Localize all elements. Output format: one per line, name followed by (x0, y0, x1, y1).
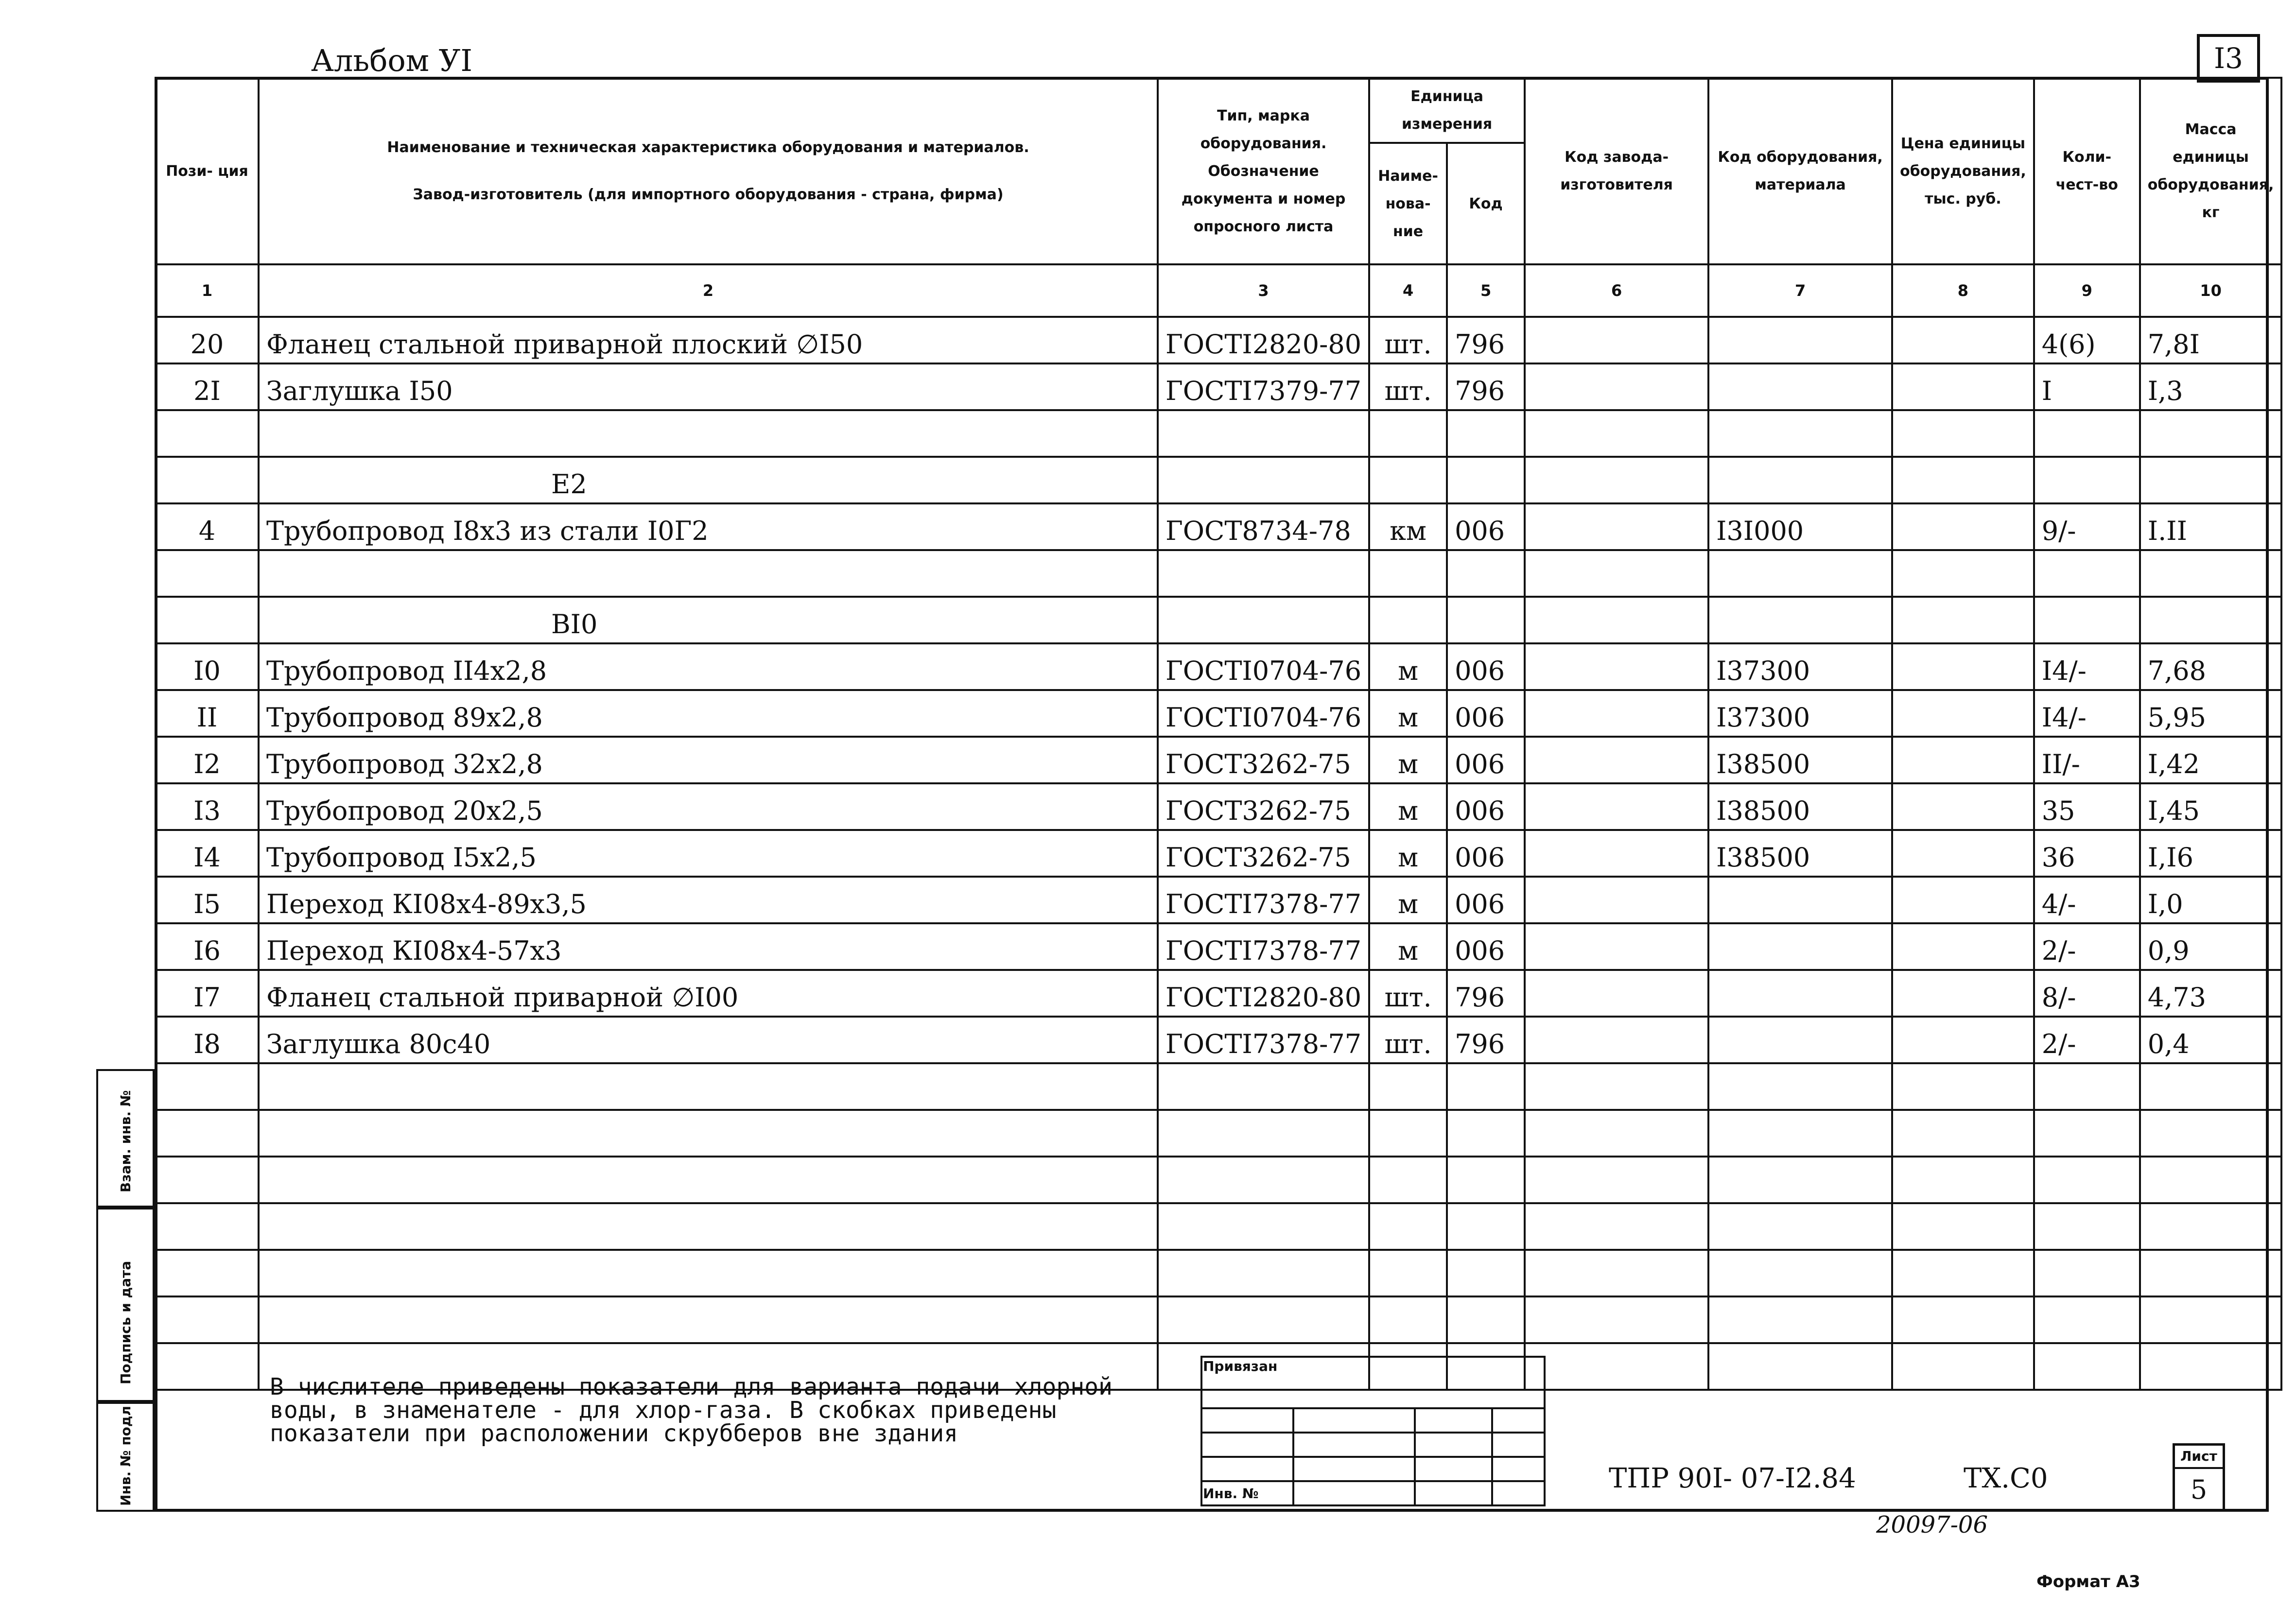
cell-name: Трубопровод I8x3 из стали I0Г2 (259, 503, 1158, 550)
cell-qty (2034, 1203, 2140, 1250)
cell-plant (1525, 410, 1708, 457)
cell-mass: I,42 (2140, 737, 2282, 783)
table-row (156, 970, 2281, 1017)
cell-pos: 4 (156, 503, 259, 550)
cell-doc: ГОСТI0704-76 (1158, 643, 1369, 690)
cell-mat: I38500 (1708, 737, 1892, 783)
cell-qty: 2/- (2034, 1017, 2140, 1063)
cell-unit (1369, 1110, 1447, 1157)
cell-doc: ГОСТI7378-77 (1158, 923, 1369, 970)
cell-doc (1158, 457, 1369, 503)
cell-price (1892, 363, 2034, 410)
cell-mass: I,0 (2140, 877, 2282, 923)
cell-mat: I37300 (1708, 643, 1892, 690)
cell-unit: м (1369, 877, 1447, 923)
cell-mat (1708, 597, 1892, 643)
cell-unit (1369, 1250, 1447, 1296)
col-header-unit-name: Наиме-нова-ние (1369, 143, 1447, 264)
cell-mat (1708, 1250, 1892, 1296)
cell-mat (1708, 1296, 1892, 1343)
cell-mass (2140, 1063, 2282, 1110)
table-row (156, 1110, 2281, 1157)
cell-plant (1525, 550, 1708, 597)
table-row (156, 783, 2281, 830)
cell-name: Фланец стальной приварной плоский ∅I50 (259, 317, 1158, 363)
cell-qty: 8/- (2034, 970, 2140, 1017)
column-number-row: 1 2 3 4 5 6 7 8 9 10 (156, 264, 2281, 317)
cell-name: Переход КI08x4-57x3 (259, 923, 1158, 970)
table-row (156, 643, 2281, 690)
cell-price (1892, 970, 2034, 1017)
cell-price (1892, 1296, 2034, 1343)
sheet-box (2173, 1443, 2225, 1511)
cell-plant (1525, 1296, 1708, 1343)
cell-qty (2034, 1157, 2140, 1203)
cell-mass (2140, 1296, 2282, 1343)
cell-unit (1369, 410, 1447, 457)
cell-plant (1525, 643, 1708, 690)
cell-pos (156, 1063, 259, 1110)
cell-plant (1525, 923, 1708, 970)
cell-doc: ГОСТI7378-77 (1158, 877, 1369, 923)
cell-name: Трубопровод I5x2,5 (259, 830, 1158, 877)
cell-plant (1525, 970, 1708, 1017)
sheet-label: Лист (2175, 1446, 2223, 1469)
table-row (156, 737, 2281, 783)
table-row (156, 503, 2281, 550)
cell-pos (156, 550, 259, 597)
cell-qty (2034, 550, 2140, 597)
cell-plant (1525, 1063, 1708, 1110)
table-row (156, 1017, 2281, 1063)
cell-qty: II/- (2034, 737, 2140, 783)
cell-code: 006 (1447, 830, 1525, 877)
cell-pos (156, 1203, 259, 1250)
cell-mat (1708, 923, 1892, 970)
cell-plant (1525, 1110, 1708, 1157)
cell-plant (1525, 737, 1708, 783)
cell-mass: I,3 (2140, 363, 2282, 410)
col-header-type: Тип, марка оборудования. Обозначение документа и номер опросного листа (1158, 78, 1369, 264)
stamp-bound-label: Привязан (1201, 1357, 1545, 1408)
cell-code: 006 (1447, 643, 1525, 690)
cell-qty: 35 (2034, 783, 2140, 830)
cell-unit: м (1369, 923, 1447, 970)
cell-pos: I2 (156, 737, 259, 783)
cell-unit: шт. (1369, 1017, 1447, 1063)
cell-qty: 4/- (2034, 877, 2140, 923)
cell-mass (2140, 1110, 2282, 1157)
cell-plant (1525, 1157, 1708, 1203)
cell-mat (1708, 1343, 1892, 1390)
cell-code (1447, 1203, 1525, 1250)
cell-doc: ГОСТ3262-75 (1158, 830, 1369, 877)
cell-name (259, 1157, 1158, 1203)
table-row (156, 1296, 2281, 1343)
col-header-price: Цена единицы оборудования, тыс. руб. (1892, 78, 2034, 264)
side-stamp-inv-orig: Инв. № подл (96, 1402, 155, 1512)
table-row (156, 550, 2281, 597)
cell-code (1447, 597, 1525, 643)
cell-mass: 7,68 (2140, 643, 2282, 690)
cell-unit: км (1369, 503, 1447, 550)
cell-qty (2034, 1250, 2140, 1296)
cell-pos: I8 (156, 1017, 259, 1063)
cell-unit (1369, 550, 1447, 597)
album-label: Альбом УI (311, 43, 472, 78)
cell-mass (2140, 410, 2282, 457)
col-header-quantity: Коли-чест-во (2034, 78, 2140, 264)
cell-mass: I,45 (2140, 783, 2282, 830)
cell-doc: ГОСТI7378-77 (1158, 1017, 1369, 1063)
cell-unit: м (1369, 643, 1447, 690)
cell-code: 796 (1447, 970, 1525, 1017)
cell-code (1447, 1157, 1525, 1203)
cell-pos: I5 (156, 877, 259, 923)
cell-unit (1369, 1157, 1447, 1203)
cell-price (1892, 877, 2034, 923)
cell-price (1892, 1157, 2034, 1203)
cell-mat (1708, 457, 1892, 503)
cell-qty: 9/- (2034, 503, 2140, 550)
cell-mass: 0,9 (2140, 923, 2282, 970)
cell-pos: I7 (156, 970, 259, 1017)
cell-pos (156, 597, 259, 643)
cell-price (1892, 503, 2034, 550)
cell-mat (1708, 970, 1892, 1017)
cell-unit: м (1369, 737, 1447, 783)
cell-qty (2034, 597, 2140, 643)
cell-price (1892, 1343, 2034, 1390)
cell-doc (1158, 1110, 1369, 1157)
cell-doc: ГОСТ8734-78 (1158, 503, 1369, 550)
cell-name (259, 1296, 1158, 1343)
cell-code (1447, 1296, 1525, 1343)
side-stamp-inv-repl: Взам. инв. № (96, 1069, 155, 1208)
cell-name: Трубопровод 20x2,5 (259, 783, 1158, 830)
cell-name (259, 1250, 1158, 1296)
cell-pos (156, 457, 259, 503)
table-row (156, 1157, 2281, 1203)
cell-code: 006 (1447, 877, 1525, 923)
table-row (156, 597, 2281, 643)
cell-qty: I4/- (2034, 643, 2140, 690)
cell-doc: ГОСТI7379-77 (1158, 363, 1369, 410)
cell-name: Трубопровод II4x2,8 (259, 643, 1158, 690)
cell-doc (1158, 550, 1369, 597)
cell-doc: ГОСТ3262-75 (1158, 783, 1369, 830)
cell-doc: ГОСТI2820-80 (1158, 317, 1369, 363)
cell-mat: I37300 (1708, 690, 1892, 737)
cell-unit (1369, 1203, 1447, 1250)
cell-pos: I0 (156, 643, 259, 690)
cell-code (1447, 457, 1525, 503)
table-row (156, 690, 2281, 737)
stamp-inv-label: Инв. № (1201, 1481, 1293, 1505)
cell-doc (1158, 410, 1369, 457)
col-header-unit-code: Код (1447, 143, 1525, 264)
cell-mass: 7,8I (2140, 317, 2282, 363)
cell-doc (1158, 1250, 1369, 1296)
table-row (156, 1063, 2281, 1110)
cell-mat (1708, 317, 1892, 363)
document-reference: ТПР 90I- 07-I2.84 (1609, 1463, 1856, 1494)
table-row (156, 877, 2281, 923)
cell-mass: 4,73 (2140, 970, 2282, 1017)
specification-table (155, 77, 2282, 1391)
cell-plant (1525, 1250, 1708, 1296)
cell-mass (2140, 550, 2282, 597)
cell-code (1447, 1063, 1525, 1110)
sheet-number: 5 (2190, 1474, 2208, 1505)
table-row (156, 317, 2281, 363)
cell-qty (2034, 1063, 2140, 1110)
cell-price (1892, 550, 2034, 597)
cell-mass: 0,4 (2140, 1017, 2282, 1063)
cell-unit: м (1369, 690, 1447, 737)
table-row (156, 410, 2281, 457)
cell-price (1892, 783, 2034, 830)
cell-pos (156, 1157, 259, 1203)
table-row (156, 1203, 2281, 1250)
cell-qty (2034, 1110, 2140, 1157)
table-row (156, 1250, 2281, 1296)
cell-unit: м (1369, 783, 1447, 830)
col-header-position: Пози- ция (156, 78, 259, 264)
cell-mass (2140, 1157, 2282, 1203)
cell-code: 796 (1447, 317, 1525, 363)
cell-plant (1525, 783, 1708, 830)
cell-mat: I38500 (1708, 830, 1892, 877)
cell-name: Заглушка 80с40 (259, 1017, 1158, 1063)
cell-price (1892, 1110, 2034, 1157)
cell-price (1892, 1250, 2034, 1296)
table-row (156, 363, 2281, 410)
cell-unit (1369, 457, 1447, 503)
cell-plant (1525, 877, 1708, 923)
table-row (156, 457, 2281, 503)
cell-plant (1525, 317, 1708, 363)
cell-qty (2034, 1296, 2140, 1343)
cell-code: 006 (1447, 503, 1525, 550)
cell-name (259, 1063, 1158, 1110)
cell-pos (156, 1250, 259, 1296)
cell-price (1892, 830, 2034, 877)
cell-name (259, 1110, 1158, 1157)
cell-price (1892, 690, 2034, 737)
cell-qty: I (2034, 363, 2140, 410)
cell-name: Трубопровод 32x2,8 (259, 737, 1158, 783)
cell-mat (1708, 1203, 1892, 1250)
cell-doc (1158, 1203, 1369, 1250)
col-header-mass: Масса единицы оборудования, кг (2140, 78, 2282, 264)
cell-code: 006 (1447, 783, 1525, 830)
cell-unit: шт. (1369, 317, 1447, 363)
cell-qty (2034, 1343, 2140, 1390)
cell-mat (1708, 1063, 1892, 1110)
format-label: Формат А3 (2036, 1572, 2140, 1591)
cell-name: ВI0 (259, 597, 1158, 643)
binding-stamp (1200, 1356, 1546, 1506)
cell-doc: ГОСТI0704-76 (1158, 690, 1369, 737)
cell-code: 006 (1447, 737, 1525, 783)
cell-pos (156, 1343, 259, 1390)
cell-doc: ГОСТI2820-80 (1158, 970, 1369, 1017)
cell-price (1892, 737, 2034, 783)
cell-pos: 20 (156, 317, 259, 363)
cell-code: 006 (1447, 923, 1525, 970)
cell-mat (1708, 877, 1892, 923)
cell-mass (2140, 1343, 2282, 1390)
cell-doc (1158, 597, 1369, 643)
cell-price (1892, 643, 2034, 690)
cell-qty: 36 (2034, 830, 2140, 877)
cell-name: Трубопровод 89x2,8 (259, 690, 1158, 737)
cell-mat (1708, 1110, 1892, 1157)
cell-doc (1158, 1063, 1369, 1110)
cell-qty: 2/- (2034, 923, 2140, 970)
cell-code (1447, 550, 1525, 597)
cell-qty (2034, 410, 2140, 457)
cell-price (1892, 1017, 2034, 1063)
cell-pos: II (156, 690, 259, 737)
cell-mat (1708, 1017, 1892, 1063)
cell-pos: I3 (156, 783, 259, 830)
cell-qty (2034, 457, 2140, 503)
cell-code: 796 (1447, 1017, 1525, 1063)
cell-plant (1525, 690, 1708, 737)
cell-mass (2140, 1203, 2282, 1250)
cell-name: Фланец стальной приварной ∅I00 (259, 970, 1158, 1017)
cell-mat (1708, 1157, 1892, 1203)
cell-price (1892, 597, 2034, 643)
side-stamp-sign-date: Подпись и дата (96, 1208, 155, 1402)
cell-mass: 5,95 (2140, 690, 2282, 737)
col-header-plant-code: Код завода-изготовителя (1525, 78, 1708, 264)
cell-unit (1369, 597, 1447, 643)
cell-mat: I3I000 (1708, 503, 1892, 550)
cell-mass (2140, 1250, 2282, 1296)
cell-doc (1158, 1296, 1369, 1343)
cell-price (1892, 457, 2034, 503)
cell-code: 796 (1447, 363, 1525, 410)
cell-doc: ГОСТ3262-75 (1158, 737, 1369, 783)
cell-name (259, 1203, 1158, 1250)
cell-price (1892, 1063, 2034, 1110)
cell-plant (1525, 457, 1708, 503)
cell-pos: I4 (156, 830, 259, 877)
cell-doc (1158, 1157, 1369, 1203)
col-header-unit: Единица измерения (1369, 78, 1525, 143)
cell-mass: I,I6 (2140, 830, 2282, 877)
cell-plant (1525, 1343, 1708, 1390)
cell-unit (1369, 1063, 1447, 1110)
cell-mat (1708, 410, 1892, 457)
cell-price (1892, 410, 2034, 457)
cell-mass (2140, 597, 2282, 643)
cell-qty: I4/- (2034, 690, 2140, 737)
col-header-name: Наименование и техническая характеристика оборудования и материалов. Завод-изготовитель (для импортного оборудования - страна, фирма) (259, 78, 1158, 264)
page-number: I3 (2197, 34, 2260, 83)
cell-unit: м (1369, 830, 1447, 877)
footnote: В числителе приведены показатели для варианта подачи хлорной воды, в знаменателе - для хлор-газа. В скобках приведены показатели при расположении скрубберов вне здания (270, 1373, 1113, 1447)
cell-code (1447, 1110, 1525, 1157)
cell-plant (1525, 503, 1708, 550)
cell-pos (156, 410, 259, 457)
cell-name: Переход КI08x4-89x3,5 (259, 877, 1158, 923)
cell-mat (1708, 363, 1892, 410)
cell-pos: I6 (156, 923, 259, 970)
cell-plant (1525, 363, 1708, 410)
cell-name (259, 410, 1158, 457)
cell-name: Заглушка I50 (259, 363, 1158, 410)
cell-price (1892, 1203, 2034, 1250)
table-row (156, 830, 2281, 877)
cell-code (1447, 410, 1525, 457)
cell-price (1892, 317, 2034, 363)
cell-pos (156, 1110, 259, 1157)
cell-plant (1525, 1203, 1708, 1250)
cell-code (1447, 1250, 1525, 1296)
cell-mass: I.II (2140, 503, 2282, 550)
cell-qty: 4(6) (2034, 317, 2140, 363)
handwritten-number: 20097-06 (1876, 1511, 1988, 1538)
cell-pos (156, 1296, 259, 1343)
cell-name (259, 550, 1158, 597)
cell-plant (1525, 1017, 1708, 1063)
cell-plant (1525, 597, 1708, 643)
document-section: ТХ.С0 (1964, 1463, 2048, 1494)
cell-price (1892, 923, 2034, 970)
cell-pos: 2I (156, 363, 259, 410)
cell-code: 006 (1447, 690, 1525, 737)
cell-unit: шт. (1369, 970, 1447, 1017)
cell-unit (1369, 1296, 1447, 1343)
cell-plant (1525, 830, 1708, 877)
cell-name: Е2 (259, 457, 1158, 503)
cell-mat (1708, 550, 1892, 597)
col-header-material-code: Код оборудования, материала (1708, 78, 1892, 264)
cell-mass (2140, 457, 2282, 503)
table-row (156, 923, 2281, 970)
cell-unit: шт. (1369, 363, 1447, 410)
cell-mat: I38500 (1708, 783, 1892, 830)
